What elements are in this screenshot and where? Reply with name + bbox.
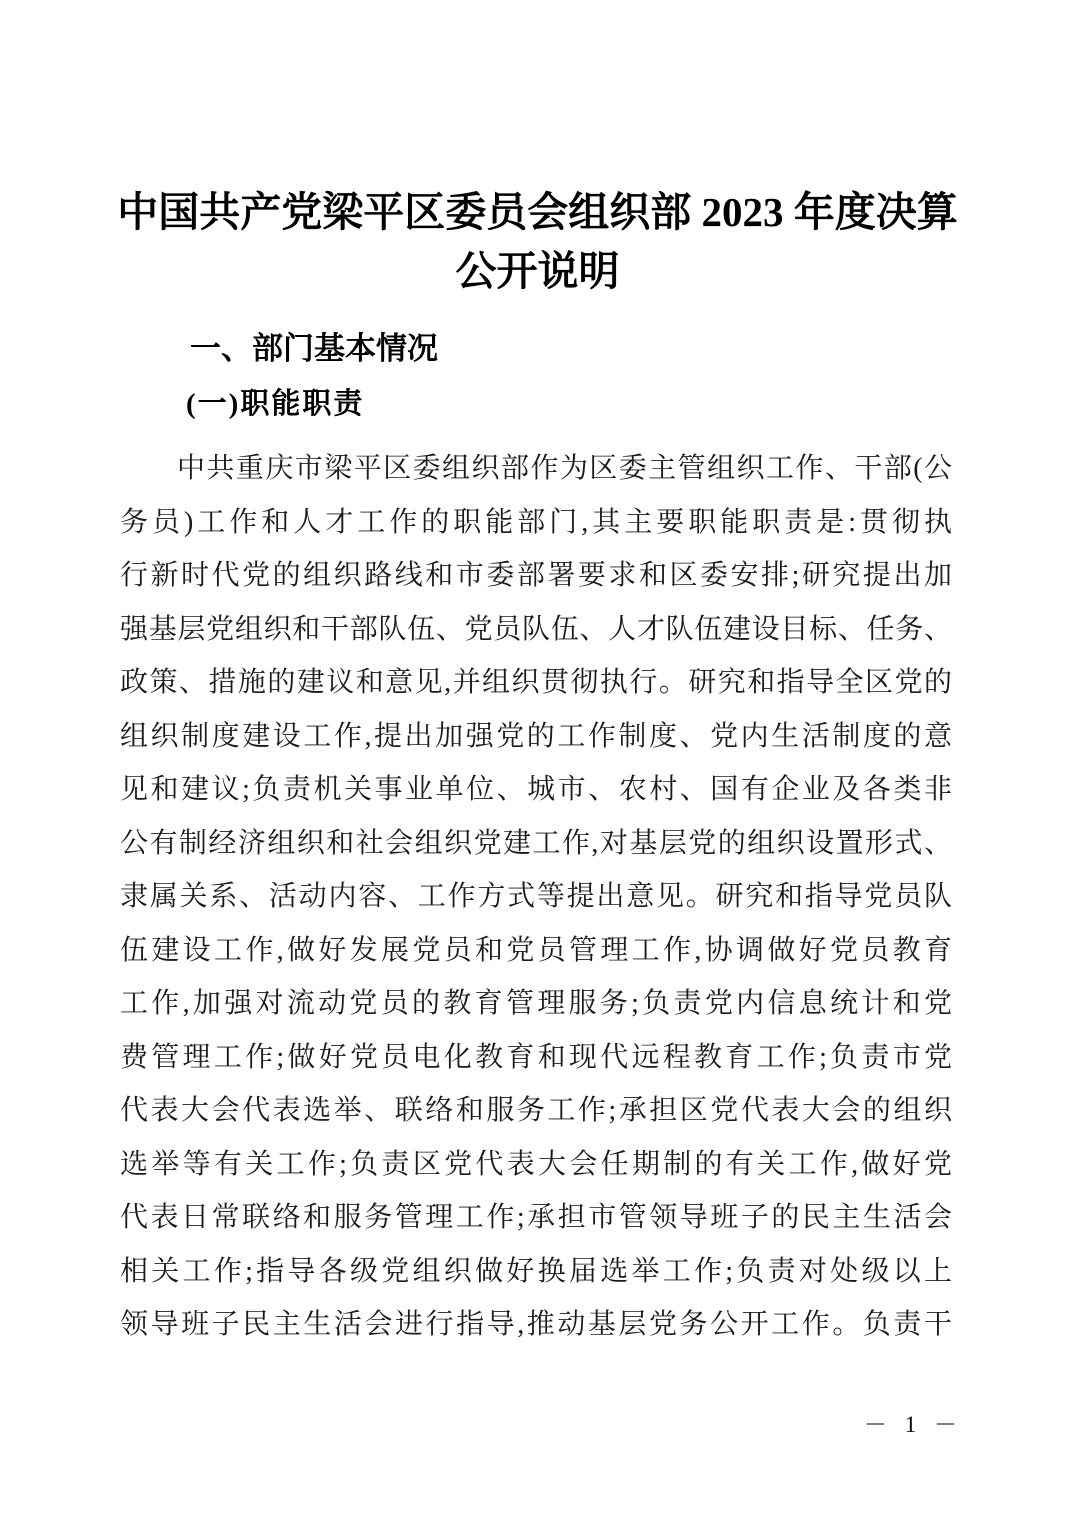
subsection-heading-duties: (一)职能职责 xyxy=(186,388,365,420)
document-title-line1: 中国共产党梁平区委员会组织部 2023 年度决算 xyxy=(117,189,958,235)
paragraph-line: 公有制经济组织和社会组织党建工作,对基层党的组织设置形式、 xyxy=(120,827,952,859)
paragraph-line: 代表日常联络和服务管理工作;承担市管领导班子的民主生活会 xyxy=(120,1202,952,1233)
paragraph-line: 选举等有关工作;负责区党代表大会任期制的有关工作,做好党 xyxy=(120,1148,952,1180)
section-heading-basic-info: 一、部门基本情况 xyxy=(190,331,438,366)
paragraph-line: 中共重庆市梁平区委组织部作为区委主管组织工作、干部(公 xyxy=(177,453,952,484)
paragraph-line: 费管理工作;做好党员电化教育和现代远程教育工作;负责市党 xyxy=(120,1041,952,1073)
paragraph-line: 务员)工作和人才工作的职能部门,其主要职能职责是:贯彻执 xyxy=(120,506,952,538)
duties-paragraph xyxy=(120,443,952,1353)
paragraph-line: 工作,加强对流动党员的教育管理服务;负责党内信息统计和党 xyxy=(120,988,952,1019)
paragraph-line: 见和建议;负责机关事业单位、城市、农村、国有企业及各类非 xyxy=(120,774,952,805)
paragraph-line: 隶属关系、活动内容、工作方式等提出意见。研究和指导党员队 xyxy=(120,881,952,912)
document-title-line2: 公开说明 xyxy=(455,248,620,294)
paragraph-line: 政策、措施的建议和意见,并组织贯彻执行。研究和指导全区党的 xyxy=(120,667,952,698)
paragraph-line: 组织制度建设工作,提出加强党的工作制度、党内生活制度的意 xyxy=(120,720,952,752)
page-number: － 1 － xyxy=(864,1412,963,1437)
document-title xyxy=(60,183,1015,301)
paragraph-line: 代表大会代表选举、联络和服务工作;承担区党代表大会的组织 xyxy=(120,1095,952,1126)
paragraph-line: 领导班子民主生活会进行指导,推动基层党务公开工作。负责干 xyxy=(120,1309,952,1340)
paragraph-line: 伍建设工作,做好发展党员和党员管理工作,协调做好党员教育 xyxy=(120,934,952,966)
paragraph-line: 强基层党组织和干部队伍、党员队伍、人才队伍建设目标、任务、 xyxy=(120,613,952,645)
paragraph-line: 行新时代党的组织路线和市委部署要求和区委安排;研究提出加 xyxy=(120,560,952,591)
paragraph-line: 相关工作;指导各级党组织做好换届选举工作;负责对处级以上 xyxy=(120,1255,952,1287)
